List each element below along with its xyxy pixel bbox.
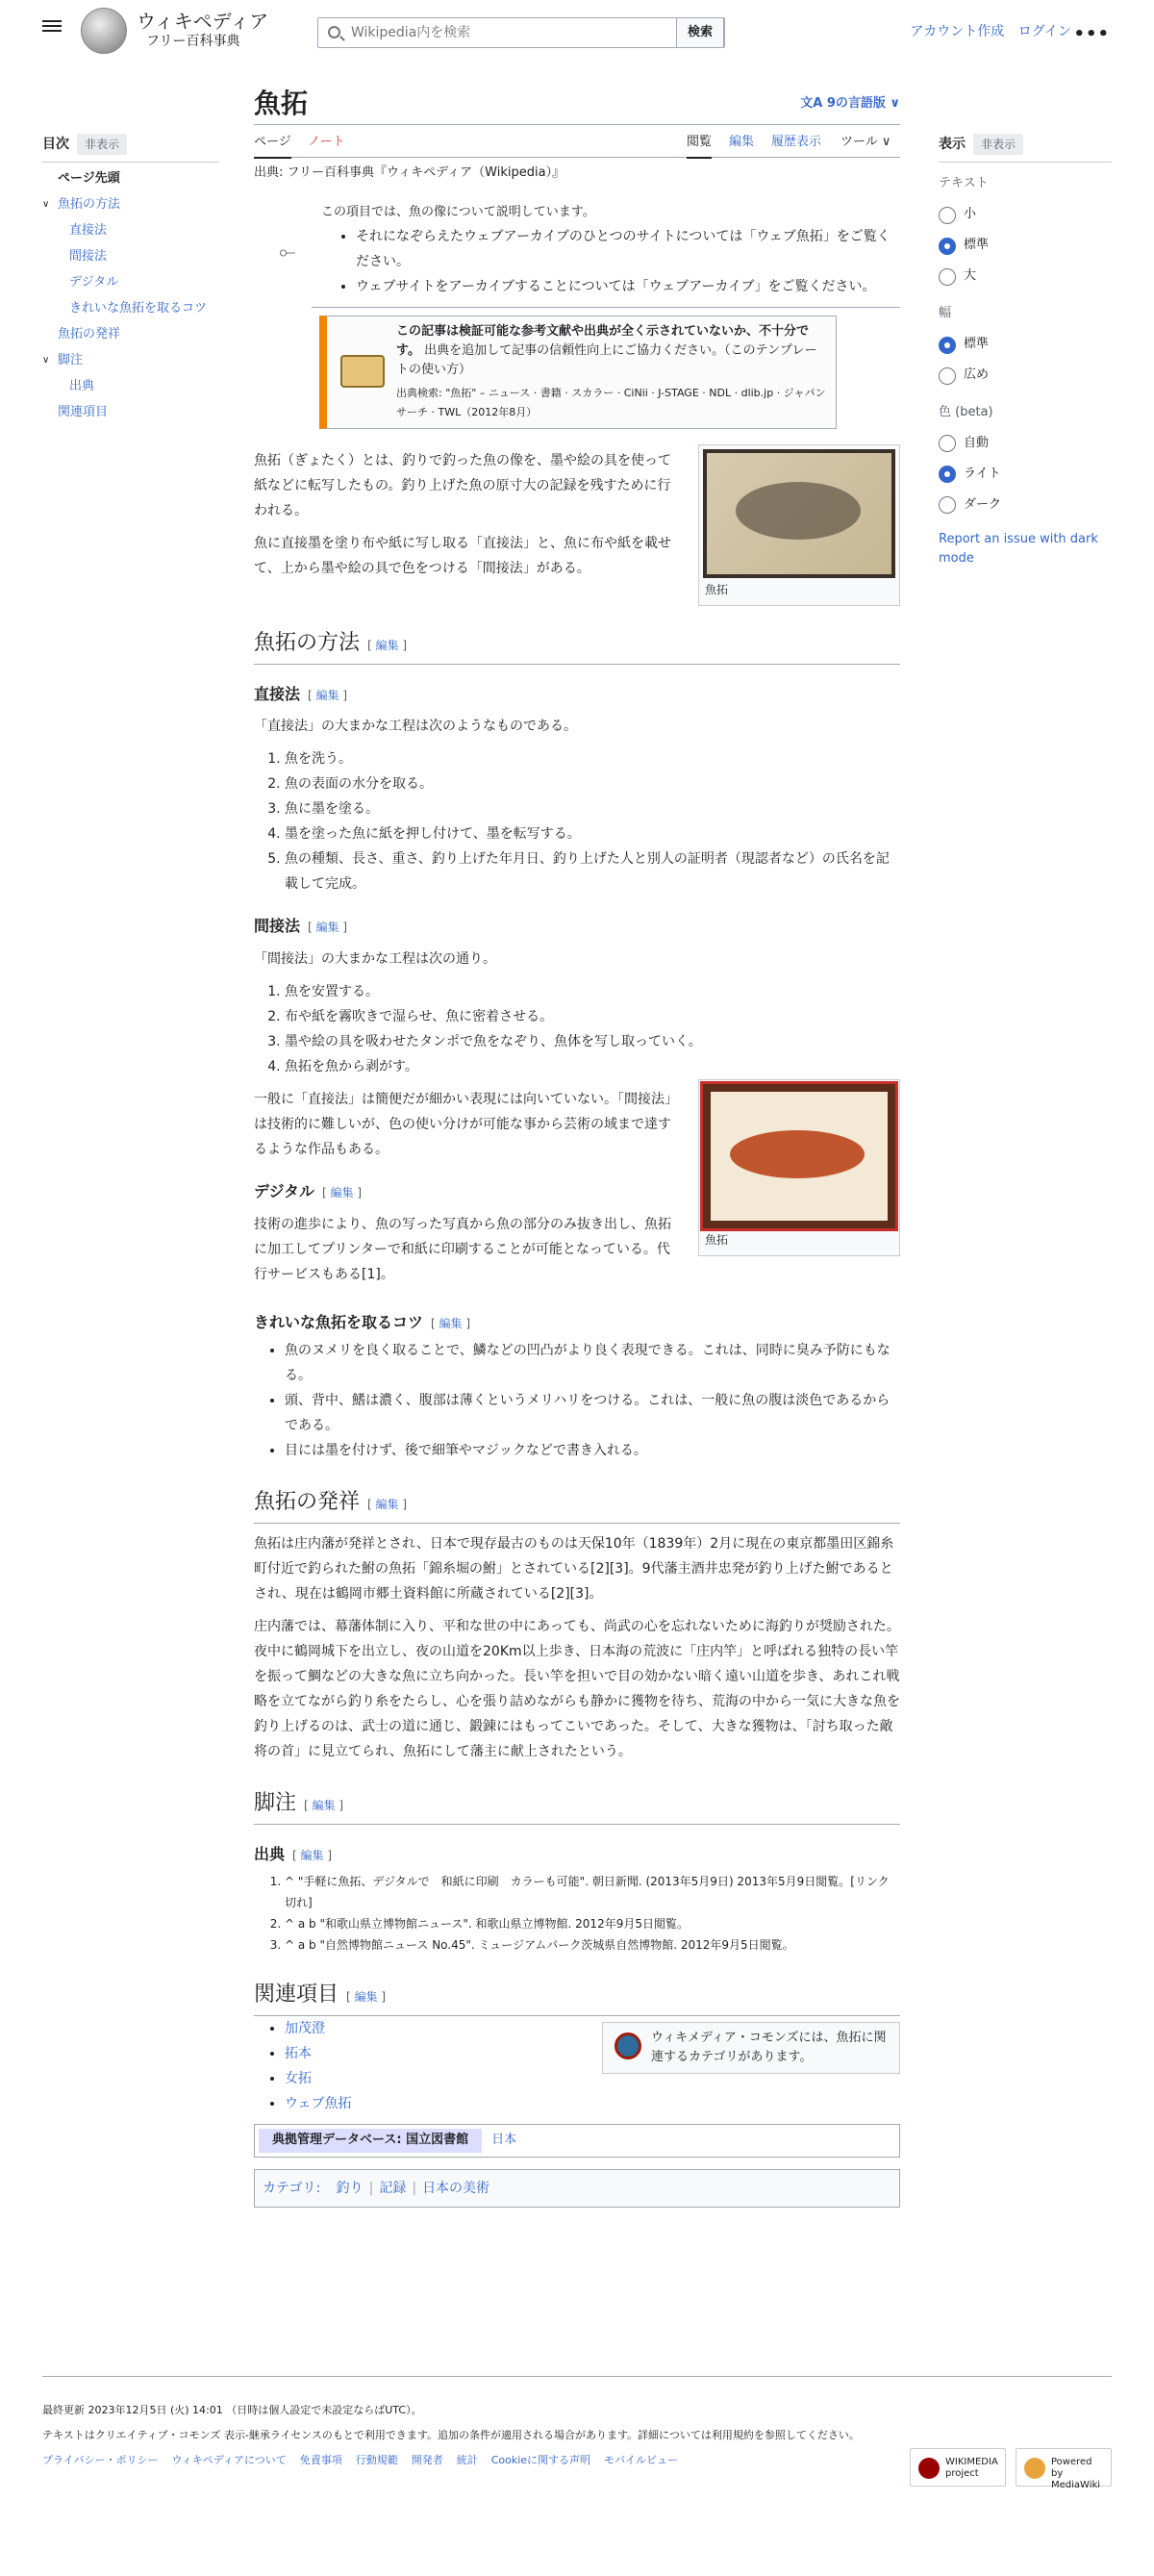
list-item: 2. 布や紙を霧吹きで湿らせ、魚に密着させる。 [285, 1004, 900, 1029]
reference-list [254, 1871, 900, 1956]
notice-box [319, 316, 837, 429]
toc-item[interactable]: ∨ 魚拓の方法 [42, 197, 121, 212]
display-title: 表示 [939, 136, 966, 152]
indirect-intro: 「間接法」の大まかな工程は次の通り。 [254, 950, 496, 967]
toc-item[interactable]: 直接法 [69, 223, 108, 238]
text-size-option[interactable]: 標準 [939, 231, 1112, 262]
commons-box: ウィキメディア・コモンズには、魚拓に関連するカテゴリがあります。 [602, 2022, 900, 2074]
radio-icon[interactable] [939, 496, 956, 514]
wikimedia-badge[interactable]: WIKIMEDIA project [910, 2448, 1006, 2487]
image-caption: 魚拓 [705, 1232, 729, 1247]
section-heading: 脚注 [ 編集 ] [254, 1776, 900, 1825]
list-item: • 頭、背中、鰭は濃く、腹部は薄くというメリハリをつける。これは、一般に魚の腹は淡色であるからである。 [285, 1388, 900, 1438]
list-item: 3. 魚に墨を塗る。 [285, 796, 900, 821]
tab-edit[interactable]: 編集 [729, 135, 755, 149]
radio-icon[interactable] [939, 238, 956, 255]
radio-icon[interactable] [939, 207, 956, 224]
tab-page[interactable]: ページ [254, 133, 291, 159]
logo-title[interactable]: ウィキペディア [137, 10, 269, 33]
edit-link[interactable]: 編集 [354, 1989, 378, 2004]
source-search: 出典検索: "魚拓" – ニュース · 書籍 · スカラー · CiNii · J-STAGE · NDL · dlib.jp · ジャパンサーチ · TWL（2012年8月） [396, 386, 826, 418]
tab-tools[interactable]: ツール ∨ [840, 135, 891, 149]
subsection-heading: 間接法 [ 編集 ] [254, 917, 348, 936]
hatnote: ⟜ この項目では、魚の像について説明しています。 • それになぞらえたウェブアーカイブのひとつのサイトについては「ウェブ魚拓」をご覧ください。 • ウェブサイトをアーカイブすることについては「ウェブアーカイブ」をご覧ください。 [312, 193, 900, 308]
login-link[interactable]: ログイン [1017, 24, 1071, 39]
site-header [0, 0, 1154, 62]
tagline: 出典: フリー百科事典『ウィキペディア（Wikipedia）』 [254, 165, 565, 180]
subsection-heading: きれいな魚拓を取るコツ [ 編集 ] [254, 1312, 471, 1331]
toc-item[interactable]: 出典 [69, 379, 95, 393]
toc-item[interactable]: ページ先頭 [58, 171, 120, 186]
main-content [254, 77, 900, 2208]
display-hide-button[interactable]: 非表示 [973, 134, 1023, 155]
subsection-heading: デジタル [ 編集 ] [254, 1181, 363, 1200]
search-input[interactable] [351, 18, 668, 47]
reference-item: 1. ^ "手軽に魚拓、デジタルで 和紙に印刷 カラーも可能". 朝日新聞. (2013年5月9日) 2013年5月9日閲覧。[リンク切れ] [285, 1871, 900, 1913]
chevron-down-icon[interactable] [42, 404, 58, 421]
image-thumbnail[interactable] [698, 1079, 900, 1256]
hatnote-item: • それになぞらえたウェブアーカイブのひとつのサイトについては「ウェブ魚拓」をご覧ください。 [356, 224, 891, 274]
origin-paragraph: 魚拓は庄内藩が発祥とされ、日本で現存最古のものは天保10年（1839年）2月に現在の東京都墨田区錦糸町付近で釣られた鮒の魚拓「錦糸堀の鮒」とされている[2][3]。9代藩主酒井忠発が釣り上げた鮒であるとされ、現在は鶴岡市郷土資料館に所蔵されている[2][3]。 [254, 1536, 894, 1603]
toc-item[interactable]: ∨ 脚注 [42, 353, 84, 367]
radio-icon[interactable] [939, 466, 956, 483]
hamburger-menu-icon[interactable] [42, 17, 62, 35]
footer-link[interactable]: 開発者 [411, 2454, 443, 2466]
related-link[interactable]: ウェブ魚拓 [285, 2095, 352, 2111]
create-account-link[interactable]: アカウント作成 [910, 24, 1005, 39]
list-item: 1. 魚を安置する。 [285, 979, 900, 1004]
category-link[interactable]: 釣り [336, 2180, 364, 2196]
table-of-contents [42, 133, 219, 430]
image-caption: 魚拓 [705, 582, 729, 596]
list-item: 1. 魚を洗う。 [285, 746, 900, 771]
reference-item: 3. ^ a b "自然博物館ニュース No.45". ミュージアムパーク茨城県自然博物館. 2012年9月5日閲覧。 [285, 1934, 900, 1956]
text-size-option[interactable]: 小 [939, 200, 1112, 231]
color-option[interactable]: ライト [939, 459, 1112, 490]
last-modified: 最終更新 2023年12月5日 (火) 14:01 （日時は個人設定で未設定ならばUTC）。 [42, 2404, 422, 2416]
toc-hide-button[interactable]: 非表示 [77, 134, 127, 155]
edit-link[interactable]: 編集 [315, 921, 339, 935]
edit-link[interactable]: 編集 [312, 1799, 336, 1813]
chevron-down-icon[interactable]: ∨ [42, 355, 50, 366]
report-dark-mode-link[interactable]: Report an issue with dark mode [939, 532, 1098, 567]
search-icon [328, 26, 340, 38]
direct-steps [254, 746, 900, 897]
indirect-steps [254, 979, 900, 1079]
width-label: 幅 [939, 305, 952, 320]
footer-link[interactable]: 免責事項 [299, 2454, 342, 2466]
authority-control [254, 2124, 900, 2158]
list-item: • 魚のヌメリを良く取ることで、鱗などの凹凸がより良く表現できる。これは、同時に臭み予防にもなる。 [285, 1338, 900, 1388]
authority-label[interactable]: 典拠管理データベース: 国立図書館 [259, 2129, 482, 2153]
direct-intro: 「直接法」の大まかな工程は次のようなものである。 [254, 719, 577, 735]
section-heading: 関連項目 [ 編集 ] [254, 1967, 900, 2016]
fish-print-image[interactable] [703, 449, 895, 578]
display-settings [939, 133, 1112, 568]
commons-icon [615, 2033, 641, 2059]
text-size-label: テキスト [939, 176, 989, 190]
indirect-note: 一般に「直接法」は簡便だが細かい表現には向いていない。「間接法」は技術的に難しいが、色の使い分けが可能な事から芸術の域まで達するような作品もある。 [254, 1091, 678, 1157]
chevron-down-icon[interactable] [42, 326, 58, 343]
subsection-heading: 直接法 [ 編集 ] [254, 684, 348, 703]
tips-list [254, 1338, 900, 1463]
related-link[interactable]: 加茂澄 [285, 2020, 325, 2036]
radio-icon[interactable] [939, 268, 956, 286]
list-item: 5. 魚の種類、長さ、重さ、釣り上げた年月日、釣り上げた人と別人の証明者（現認者など）の氏名を記載して完成。 [285, 846, 900, 897]
framed-fish-print-image[interactable] [703, 1084, 895, 1228]
notice-text: 出典を追加して記事の信頼性向上にご協力ください。（このテンプレートの使い方） [396, 342, 817, 377]
authority-link[interactable]: 日本 [491, 2132, 517, 2147]
radio-icon[interactable] [939, 367, 956, 385]
edit-link[interactable]: 編集 [300, 1849, 324, 1863]
color-label: 色 (beta) [939, 404, 993, 419]
intro-paragraph: 魚拓（ぎょたく）とは、釣りで釣った魚の像を、墨や絵の具を使って紙などに転写したもの。釣り上げた魚の原寸大の記録を残すために行われる。 [254, 452, 671, 518]
toc-item[interactable]: きれいな魚拓を取るコツ [69, 301, 208, 316]
mediawiki-icon [1024, 2458, 1045, 2479]
toc-title: 目次 [42, 136, 69, 152]
edit-link[interactable]: 編集 [330, 1185, 354, 1200]
image-thumbnail[interactable] [698, 444, 900, 606]
footer-link[interactable]: モバイルビュー [604, 2454, 679, 2466]
toc-item[interactable]: 間接法 [69, 249, 108, 264]
related-item [285, 2091, 900, 2116]
list-item: 4. 魚拓を魚から剥がす。 [285, 1054, 900, 1079]
more-options-icon[interactable]: ••• [1073, 24, 1110, 44]
categories-label[interactable]: カテゴリ: [263, 2180, 321, 2196]
wikipedia-logo[interactable] [81, 8, 127, 54]
language-button[interactable]: 文A 9の言語版 ∨ [800, 96, 900, 111]
hatnote-item: • ウェブサイトをアーカイブすることについては「ウェブアーカイブ」をご覧ください。 [356, 274, 891, 299]
digital-text: 技術の進歩により、魚の写った写真から魚の部分のみ抜き出し、魚拓に加工してプリンターで和紙に印刷することが可能となっている。代行サービスもある[1]。 [254, 1216, 671, 1282]
origin-paragraph: 庄内藩では、幕藩体制に入り、平和な世の中にあっても、尚武の心を忘れないために海釣りが奨励された。夜中に鶴岡城下を出立し、夜の山道を20Km以上歩き、日本海の荒波に「庄内竿」と呼ばれる独特の長い竿を振って鯛などの大きな魚に立ち向かった。長い竿を担いで目の効かない暗く遠い山道を歩き、あれこれ戦略を立てながら釣り糸をたらし、心を張り詰めながらも静かに獲物を待ち、荒海の中から一気に大きな魚を釣り上げるのは、武士の道に通じ、鍛錬にはもってこいであった。そして、大きな獲物は、「討ち取った敵将の首」に見立てられ、魚拓にして藩主に献上されたという。 [254, 1619, 900, 1760]
list-item: 4. 墨を塗った魚に紙を押し付けて、墨を転写する。 [285, 821, 900, 846]
footer-link[interactable]: 統計 [456, 2454, 478, 2466]
subsection-heading: 出典 [ 編集 ] [254, 1845, 333, 1864]
intro-paragraph: 魚に直接墨を塗り布や紙に写し取る「直接法」と、魚に布や紙を載せて、上から墨や絵の具で色をつける「間接法」がある。 [254, 535, 671, 576]
page-tabs [254, 125, 900, 158]
tab-talk[interactable]: ノート [308, 135, 345, 149]
radio-icon[interactable] [939, 435, 956, 452]
section-heading: 魚拓の方法 [ 編集 ] [254, 616, 900, 665]
category-link[interactable]: 記録 [379, 2180, 407, 2196]
page-title: 魚拓 [254, 88, 309, 119]
toc-item[interactable]: デジタル [69, 275, 119, 290]
category-link[interactable]: 日本の美術 [422, 2180, 490, 2196]
section-heading: 魚拓の発祥 [ 編集 ] [254, 1475, 900, 1524]
chevron-down-icon[interactable]: ∨ [42, 199, 50, 210]
footer-link[interactable]: ウィキペディアについて [171, 2454, 287, 2466]
toc-item[interactable]: 関連項目 [42, 404, 219, 421]
edit-link[interactable]: 編集 [375, 638, 399, 652]
logo-subtitle: フリー百科事典 [146, 34, 240, 49]
list-item: • 目には墨を付けず、後で細筆やマジックなどで書き入れる。 [285, 1438, 900, 1463]
toc-item[interactable]: 魚拓の発祥 [42, 326, 219, 343]
tab-read[interactable]: 閲覧 [687, 133, 712, 159]
width-option[interactable]: 標準 [939, 330, 1112, 361]
license-text: テキストはクリエイティブ・コモンズ 表示-継承ライセンスのもとで利用できます。追加の条件が適用される場合があります。詳細については利用規約を参照してください。 [42, 2429, 860, 2441]
footer-link[interactable]: 行動規範 [355, 2454, 398, 2466]
reference-item: 2. ^ a b "和歌山県立博物館ニュース". 和歌山県立博物館. 2012年9月5日閲覧。 [285, 1913, 900, 1934]
related-link[interactable]: 女拓 [285, 2070, 312, 2086]
edit-link[interactable]: 編集 [439, 1316, 463, 1330]
category-links: カテゴリ: 釣り | 記録 | 日本の美術 [254, 2169, 900, 2208]
footer-link[interactable]: Cookieに関する声明 [490, 2454, 591, 2466]
notice-title: この記事は検証可能な参考文献や出典が全く示されていないか、不十分です。 [396, 323, 810, 358]
book-icon [340, 355, 385, 388]
translate-icon: 文A [800, 96, 827, 111]
list-item: 2. 魚の表面の水分を取る。 [285, 771, 900, 796]
mediawiki-badge[interactable]: Powered by MediaWiki [1016, 2448, 1112, 2487]
footer [42, 2376, 1112, 2490]
color-option[interactable]: 自動 [939, 428, 1112, 459]
width-option[interactable]: 広め [939, 361, 1112, 391]
edit-link[interactable]: 編集 [375, 1498, 399, 1512]
edit-link[interactable]: 編集 [315, 688, 339, 702]
related-link[interactable]: 拓本 [285, 2045, 312, 2061]
list-item: 3. 墨や絵の具を吸わせたタンポで魚をなぞり、魚体を写し取っていく。 [285, 1029, 900, 1054]
radio-icon[interactable] [939, 337, 956, 354]
color-option[interactable]: ダーク [939, 490, 1112, 520]
search-button[interactable]: 検索 [676, 17, 724, 48]
disambiguation-icon: ⟜ [279, 240, 296, 265]
search-box [317, 17, 725, 48]
tab-history[interactable]: 履歴表示 [771, 135, 822, 149]
footer-link[interactable]: プライバシー・ポリシー [42, 2454, 159, 2466]
user-links [900, 21, 1071, 42]
wikimedia-icon [918, 2458, 940, 2479]
text-size-option[interactable]: 大 [939, 262, 1112, 292]
